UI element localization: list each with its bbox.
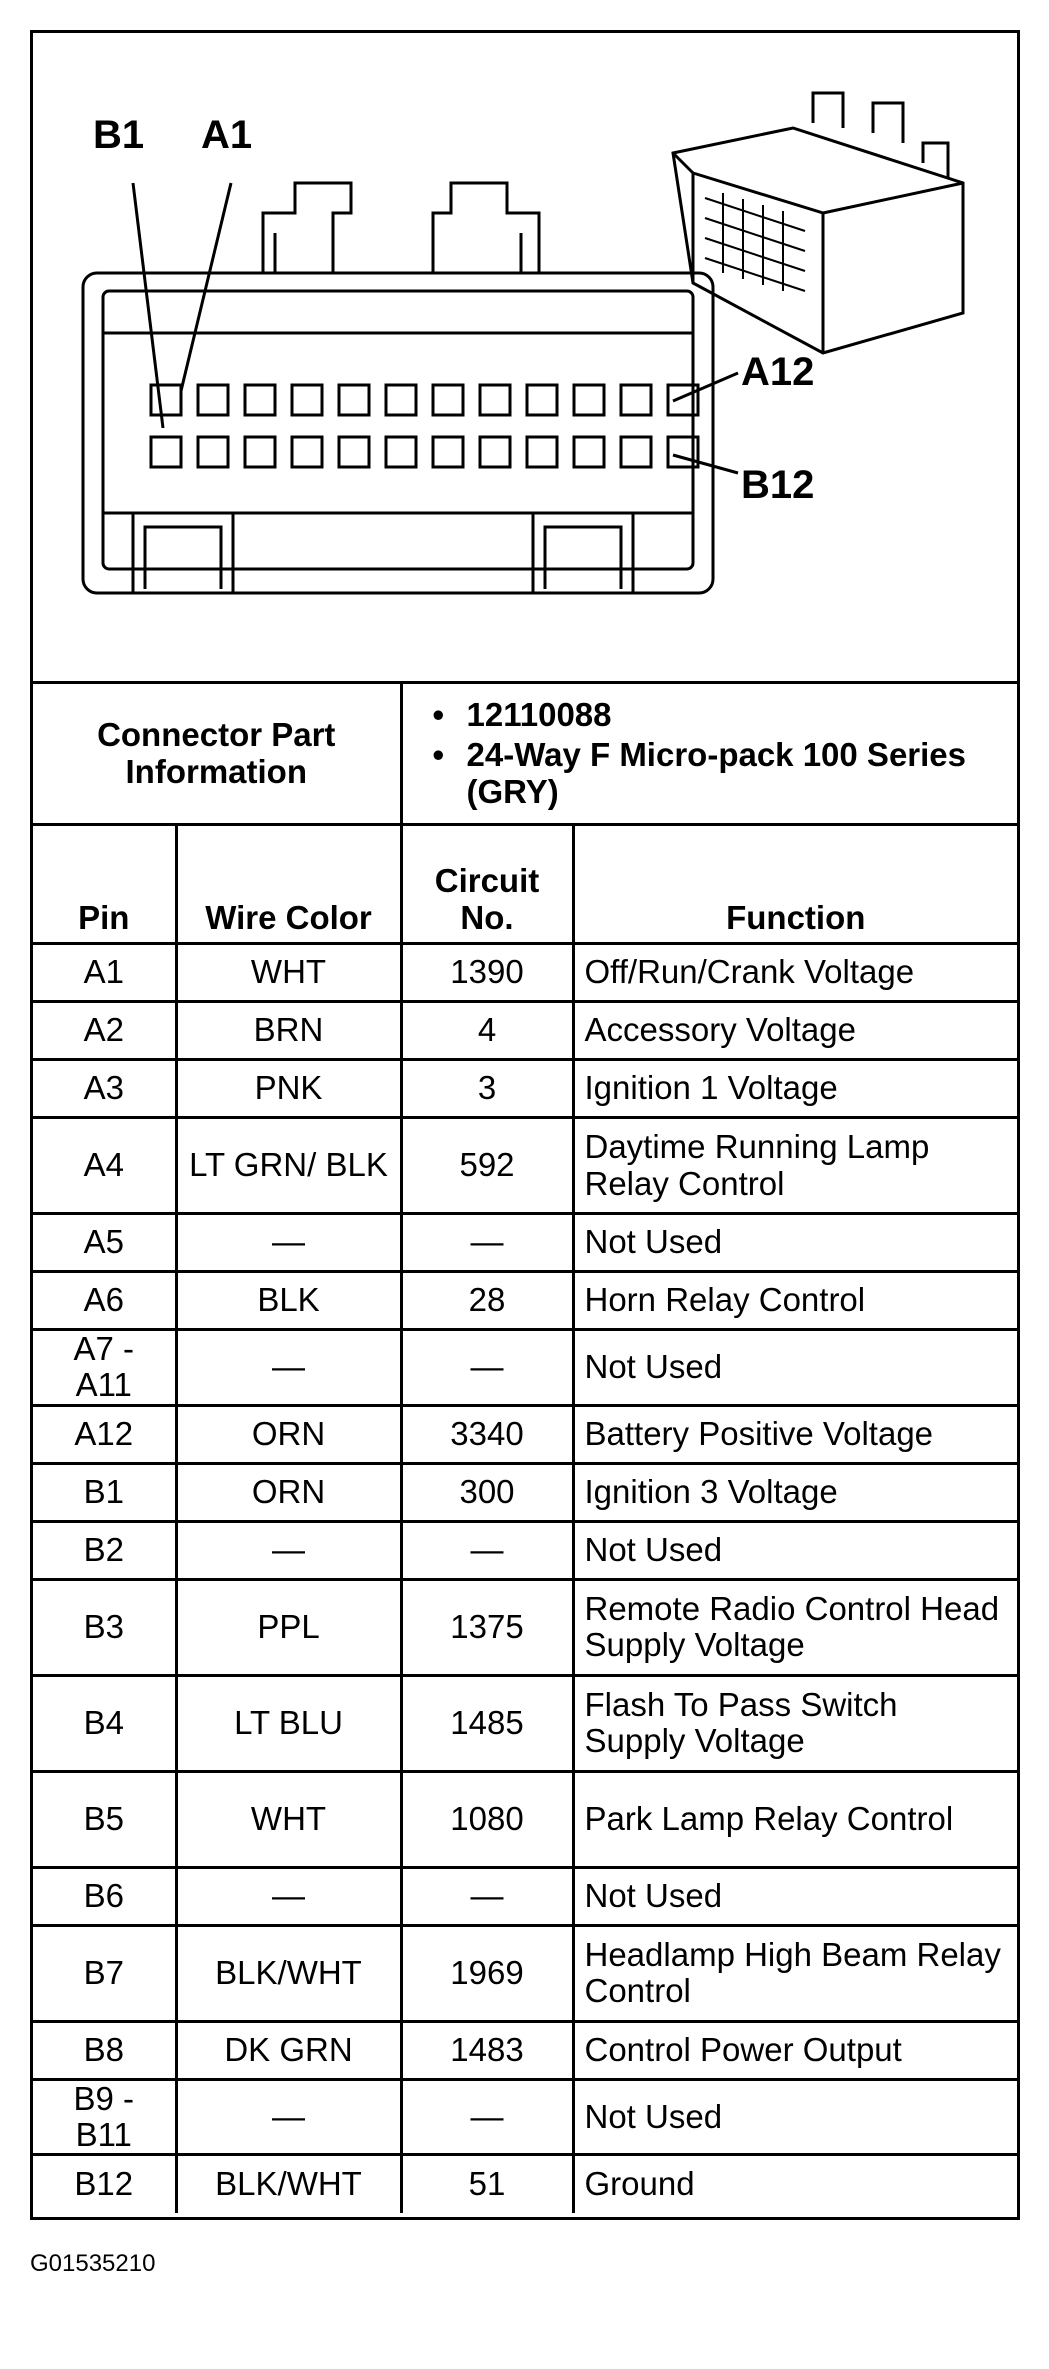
cell-circuit-no: 3340	[401, 1405, 573, 1463]
table-row	[33, 1675, 1017, 1771]
cell-function: Not Used	[573, 1214, 1017, 1272]
cell-function: Off/Run/Crank Voltage	[573, 944, 1017, 1002]
connector-body-outline	[83, 273, 713, 593]
table-row	[33, 1463, 1017, 1521]
pin-cavity	[386, 437, 416, 467]
pin-cavity	[151, 437, 181, 467]
cell-wire-color: BLK/WHT	[176, 1925, 401, 2021]
connector-3d-thumbnail	[673, 93, 963, 353]
cell-circuit-no: 1375	[401, 1579, 573, 1675]
cell-function: Ground	[573, 2155, 1017, 2213]
cell-pin: B2	[33, 1521, 176, 1579]
pin-cavity	[527, 385, 557, 415]
connector-diagram	[33, 33, 1017, 684]
pin-cavity	[292, 385, 322, 415]
pin-cavity	[433, 437, 463, 467]
table-row	[33, 1405, 1017, 1463]
cell-circuit-no: —	[401, 1330, 573, 1406]
connector-info-list	[401, 684, 1017, 825]
table-row	[33, 1118, 1017, 1214]
pin-cavity	[151, 385, 181, 415]
cell-wire-color: ORN	[176, 1463, 401, 1521]
cell-circuit-no: 1483	[401, 2021, 573, 2079]
leader-a12	[673, 373, 738, 401]
cell-pin: A3	[33, 1060, 176, 1118]
bottom-lock-right	[533, 513, 633, 593]
pin-cavity	[386, 385, 416, 415]
cell-wire-color: PNK	[176, 1060, 401, 1118]
cell-pin: A12	[33, 1405, 176, 1463]
leader-b12	[673, 455, 738, 473]
cell-function: Flash To Pass Switch Supply Voltage	[573, 1675, 1017, 1771]
pin-cavity	[433, 385, 463, 415]
cell-function: Horn Relay Control	[573, 1272, 1017, 1330]
pinout-table	[33, 684, 1017, 2213]
cell-circuit-no: —	[401, 1521, 573, 1579]
cell-circuit-no: 300	[401, 1463, 573, 1521]
cell-pin: B1	[33, 1463, 176, 1521]
cell-wire-color: —	[176, 1521, 401, 1579]
cell-wire-color: ORN	[176, 1405, 401, 1463]
leader-a1	[181, 183, 231, 391]
cell-pin: B3	[33, 1579, 176, 1675]
connector-info-label: Connector Part Information	[33, 684, 401, 825]
cell-pin: A7 - A11	[33, 1330, 176, 1406]
cell-pin: B9 - B11	[33, 2079, 176, 2155]
cell-wire-color: —	[176, 1214, 401, 1272]
cell-circuit-no: 1080	[401, 1771, 573, 1867]
col-circuit-no: Circuit No.	[401, 825, 573, 944]
cell-circuit-no: —	[401, 2079, 573, 2155]
label-a1: A1	[201, 113, 253, 157]
col-wire-color: Wire Color	[176, 825, 401, 944]
cell-wire-color: LT BLU	[176, 1675, 401, 1771]
cell-circuit-no: 592	[401, 1118, 573, 1214]
table-row	[33, 1925, 1017, 2021]
cell-pin: B7	[33, 1925, 176, 2021]
table-row	[33, 2021, 1017, 2079]
cell-pin: A2	[33, 1002, 176, 1060]
col-function: Function	[573, 825, 1017, 944]
pin-cavity	[292, 437, 322, 467]
cell-function: Daytime Running Lamp Relay Control	[573, 1118, 1017, 1214]
label-b12: B12	[741, 463, 815, 507]
table-row	[33, 1272, 1017, 1330]
cell-wire-color: —	[176, 2079, 401, 2155]
cell-pin: B5	[33, 1771, 176, 1867]
leader-b1	[133, 183, 163, 428]
cell-pin: B12	[33, 2155, 176, 2213]
cell-wire-color: BRN	[176, 1002, 401, 1060]
cell-circuit-no: 51	[401, 2155, 573, 2213]
connector-info-item: • 24-Way F Micro-pack 100 Series (GRY)	[433, 737, 1008, 810]
pin-cavity	[621, 437, 651, 467]
cell-function: Ignition 1 Voltage	[573, 1060, 1017, 1118]
pin-cavity	[245, 385, 275, 415]
cell-circuit-no: 3	[401, 1060, 573, 1118]
cell-circuit-no: 1485	[401, 1675, 573, 1771]
cell-function: Not Used	[573, 2079, 1017, 2155]
cell-function: Battery Positive Voltage	[573, 1405, 1017, 1463]
table-row	[33, 944, 1017, 1002]
cell-wire-color: BLK/WHT	[176, 2155, 401, 2213]
cell-wire-color: BLK	[176, 1272, 401, 1330]
cell-circuit-no: 1969	[401, 1925, 573, 2021]
cell-pin: B4	[33, 1675, 176, 1771]
pin-cavity	[621, 385, 651, 415]
pin-cavity	[480, 437, 510, 467]
table-row	[33, 1771, 1017, 1867]
col-pin: Pin	[33, 825, 176, 944]
bottom-lock-left	[133, 513, 233, 593]
pin-cavity	[198, 437, 228, 467]
connector-sheet	[30, 30, 1020, 2220]
table-row	[33, 1521, 1017, 1579]
pin-cavity	[574, 437, 604, 467]
cell-function: Control Power Output	[573, 2021, 1017, 2079]
cell-function: Remote Radio Control Head Supply Voltage	[573, 1579, 1017, 1675]
cell-function: Headlamp High Beam Relay Control	[573, 1925, 1017, 2021]
pin-cavity	[574, 385, 604, 415]
cell-function: Ignition 3 Voltage	[573, 1463, 1017, 1521]
cell-pin: A1	[33, 944, 176, 1002]
cell-circuit-no: —	[401, 1214, 573, 1272]
cell-circuit-no: 1390	[401, 944, 573, 1002]
cell-wire-color: DK GRN	[176, 2021, 401, 2079]
cell-function: Park Lamp Relay Control	[573, 1771, 1017, 1867]
table-row	[33, 1867, 1017, 1925]
label-b1: B1	[93, 113, 145, 157]
cell-wire-color: PPL	[176, 1579, 401, 1675]
cell-circuit-no: 28	[401, 1272, 573, 1330]
pin-cavities	[151, 385, 698, 467]
cell-pin: A6	[33, 1272, 176, 1330]
pin-cavity	[198, 385, 228, 415]
cell-function: Not Used	[573, 1330, 1017, 1406]
cell-wire-color: WHT	[176, 944, 401, 1002]
cell-wire-color: —	[176, 1867, 401, 1925]
table-row	[33, 1214, 1017, 1272]
latch-right	[433, 183, 539, 273]
cell-wire-color: WHT	[176, 1771, 401, 1867]
pin-cavity	[527, 437, 557, 467]
cell-wire-color: —	[176, 1330, 401, 1406]
cell-pin: A4	[33, 1118, 176, 1214]
document-id: G01535210	[30, 2250, 156, 2277]
connector-face-drawing	[33, 33, 1017, 681]
connector-info-item: • 12110088	[433, 697, 1008, 733]
cell-function: Not Used	[573, 1521, 1017, 1579]
table-row	[33, 1579, 1017, 1675]
cell-pin: A5	[33, 1214, 176, 1272]
cell-function: Accessory Voltage	[573, 1002, 1017, 1060]
pin-cavity	[339, 385, 369, 415]
cell-circuit-no: —	[401, 1867, 573, 1925]
cell-pin: B6	[33, 1867, 176, 1925]
table-row	[33, 1330, 1017, 1406]
cell-wire-color: LT GRN/ BLK	[176, 1118, 401, 1214]
table-row	[33, 2079, 1017, 2155]
column-headers	[33, 825, 1017, 944]
table-row	[33, 1002, 1017, 1060]
table-row	[33, 2155, 1017, 2213]
cell-pin: B8	[33, 2021, 176, 2079]
pin-cavity	[245, 437, 275, 467]
table-row	[33, 1060, 1017, 1118]
cell-circuit-no: 4	[401, 1002, 573, 1060]
pin-cavity	[339, 437, 369, 467]
pin-cavity	[480, 385, 510, 415]
label-a12: A12	[741, 350, 815, 394]
cell-function: Not Used	[573, 1867, 1017, 1925]
